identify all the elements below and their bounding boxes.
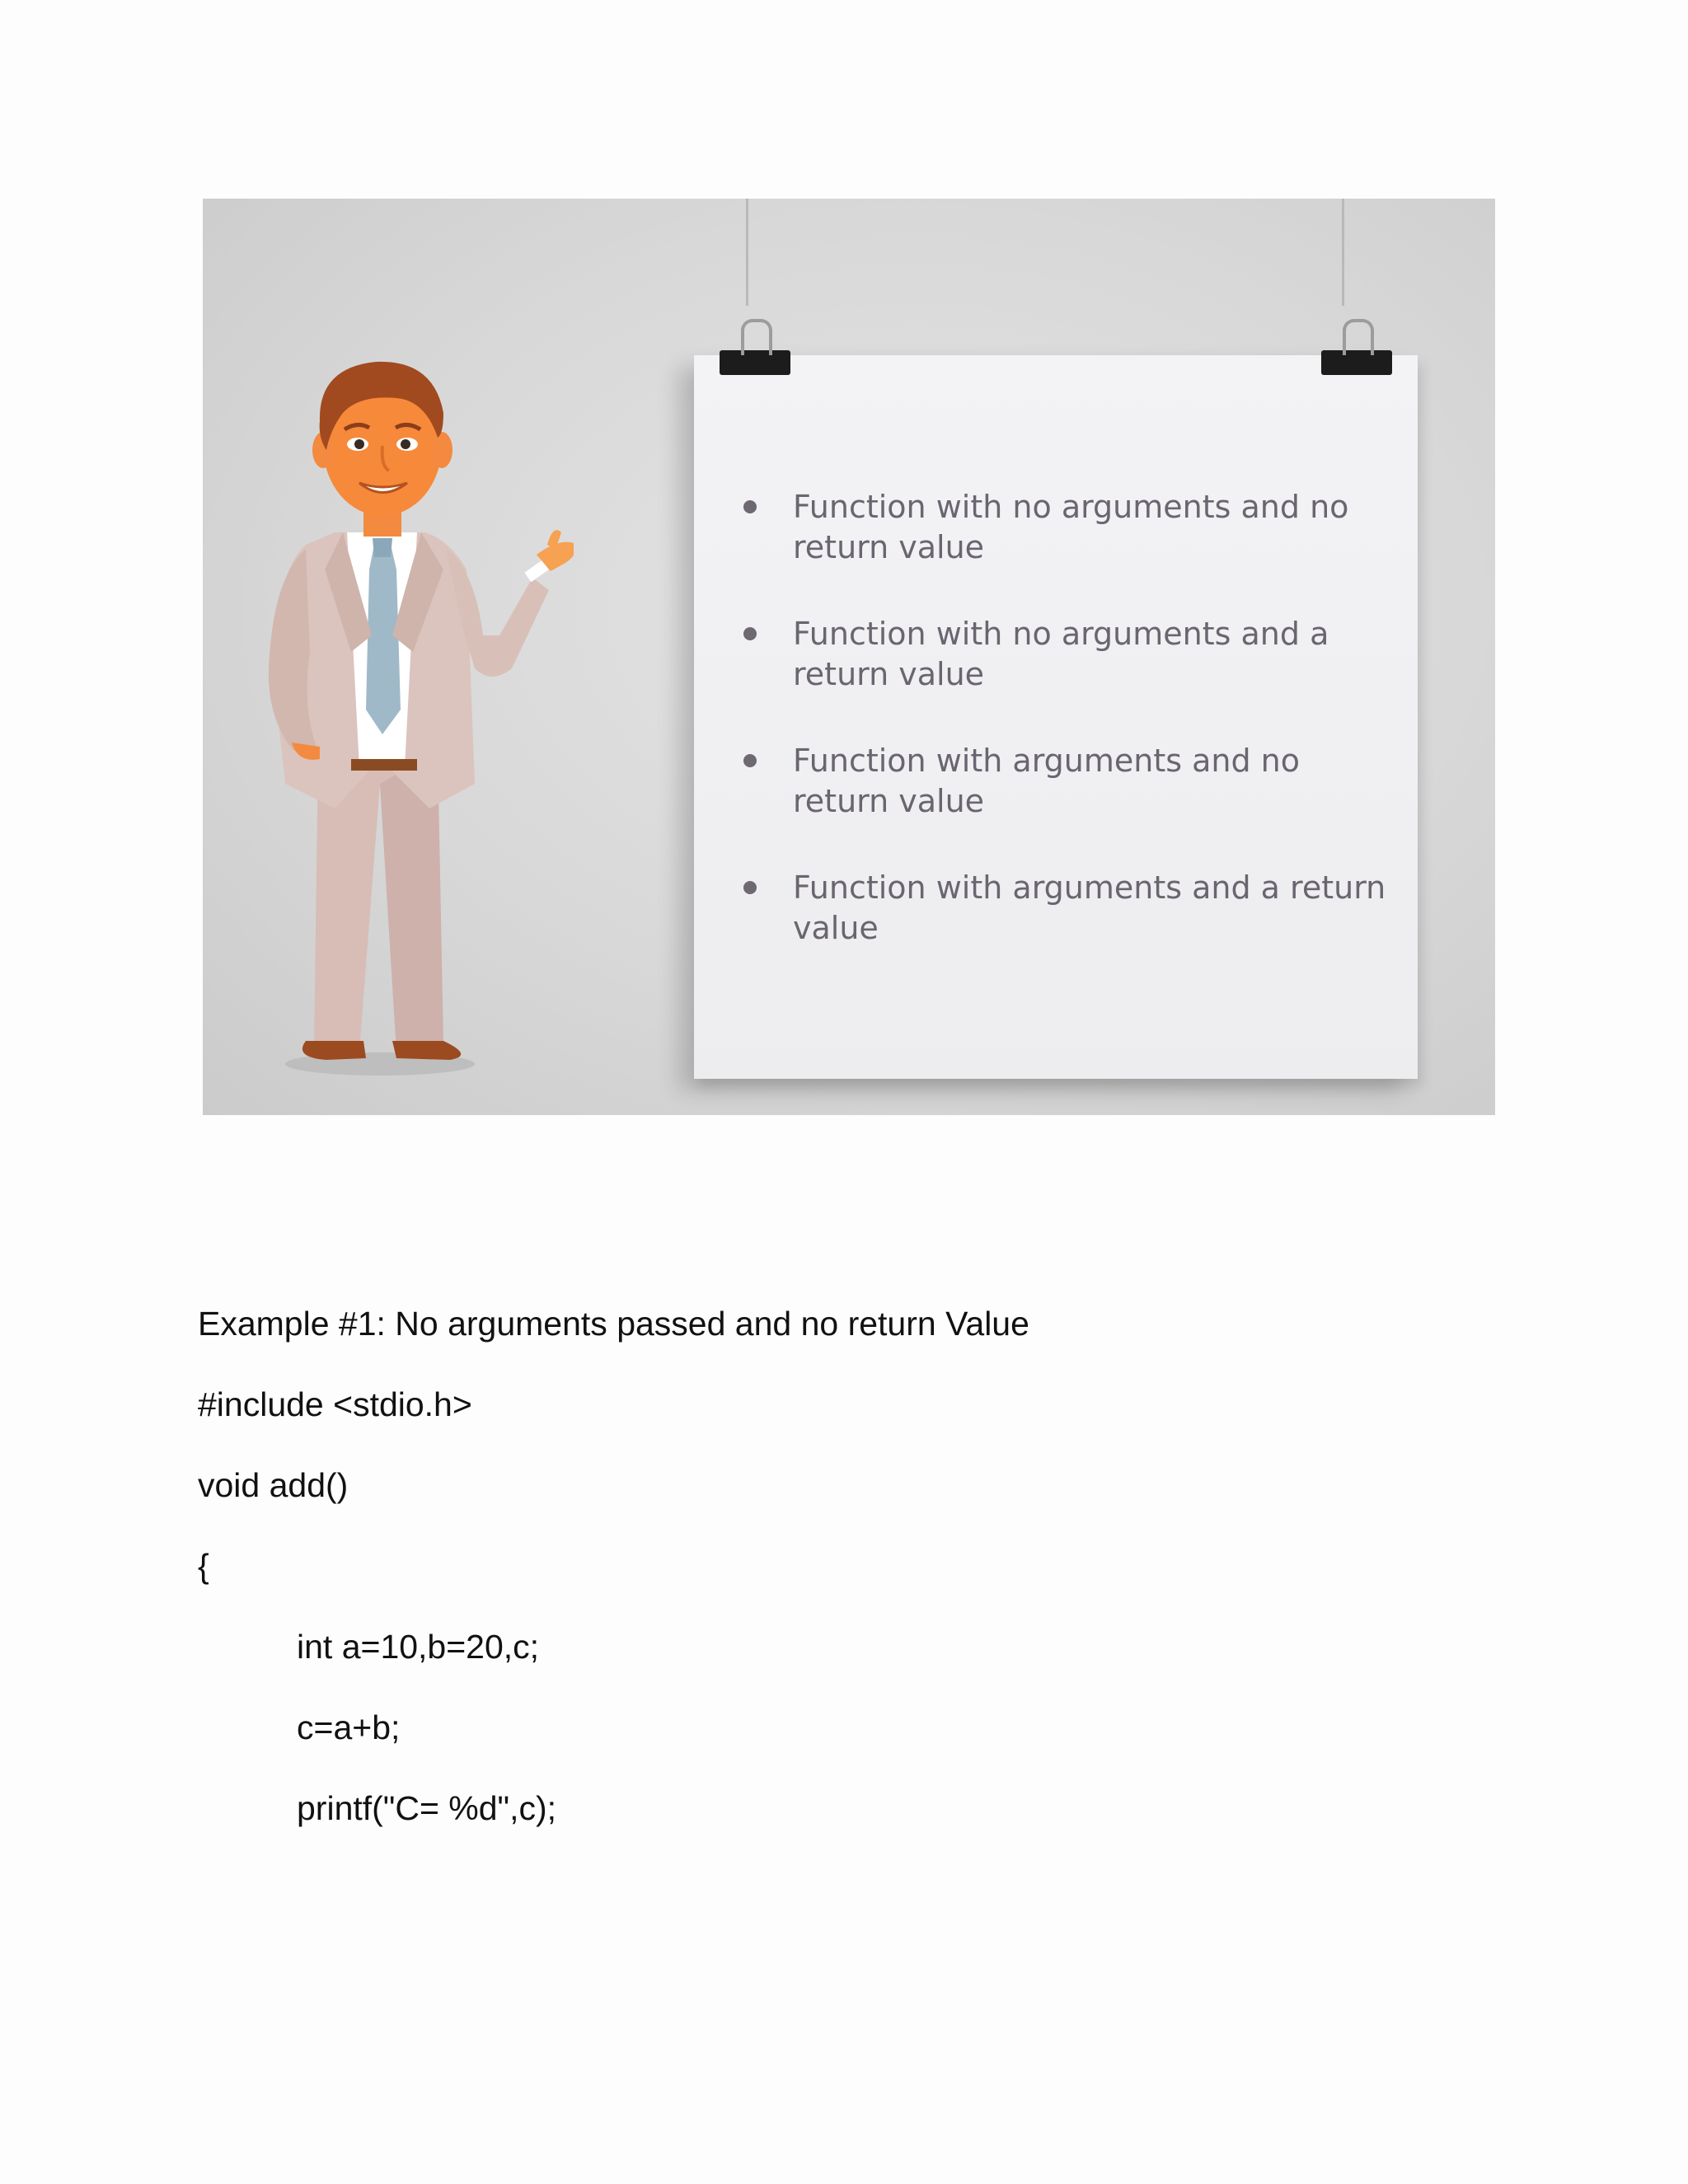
- poster-item: [743, 487, 1386, 568]
- bullet-icon: [743, 627, 757, 640]
- poster-board: [694, 355, 1418, 1079]
- hanging-wire-right: [1342, 199, 1344, 306]
- poster-item: [743, 868, 1386, 949]
- poster-item-text: Function with arguments and no return value: [793, 743, 1301, 819]
- code-line: {: [198, 1547, 209, 1585]
- hanging-wire-left: [746, 199, 748, 306]
- binder-clip-left: [720, 350, 790, 375]
- poster-item: [743, 614, 1386, 695]
- bullet-icon: [743, 500, 757, 513]
- bullet-icon: [743, 881, 757, 894]
- poster-list: [743, 487, 1386, 995]
- bullet-icon: [743, 754, 757, 767]
- code-line: c=a+b;: [297, 1708, 401, 1746]
- poster-item: [743, 741, 1386, 822]
- poster-item-text: Function with no arguments and a return value: [793, 616, 1329, 692]
- code-line: #include <stdio.h>: [198, 1385, 472, 1423]
- code-line: printf("C= %d",c);: [297, 1789, 557, 1827]
- poster-item-text: Function with arguments and a return value: [793, 869, 1386, 946]
- businessman-illustration: [227, 322, 574, 1097]
- code-line: int a=10,b=20,c;: [297, 1628, 540, 1666]
- binder-clip-right: [1321, 350, 1392, 375]
- code-line: void add(): [198, 1466, 349, 1504]
- example-heading: Example #1: No arguments passed and no return Value: [198, 1305, 1029, 1343]
- poster-item-text: Function with no arguments and no return value: [793, 489, 1349, 565]
- illustration-panel: [203, 199, 1495, 1115]
